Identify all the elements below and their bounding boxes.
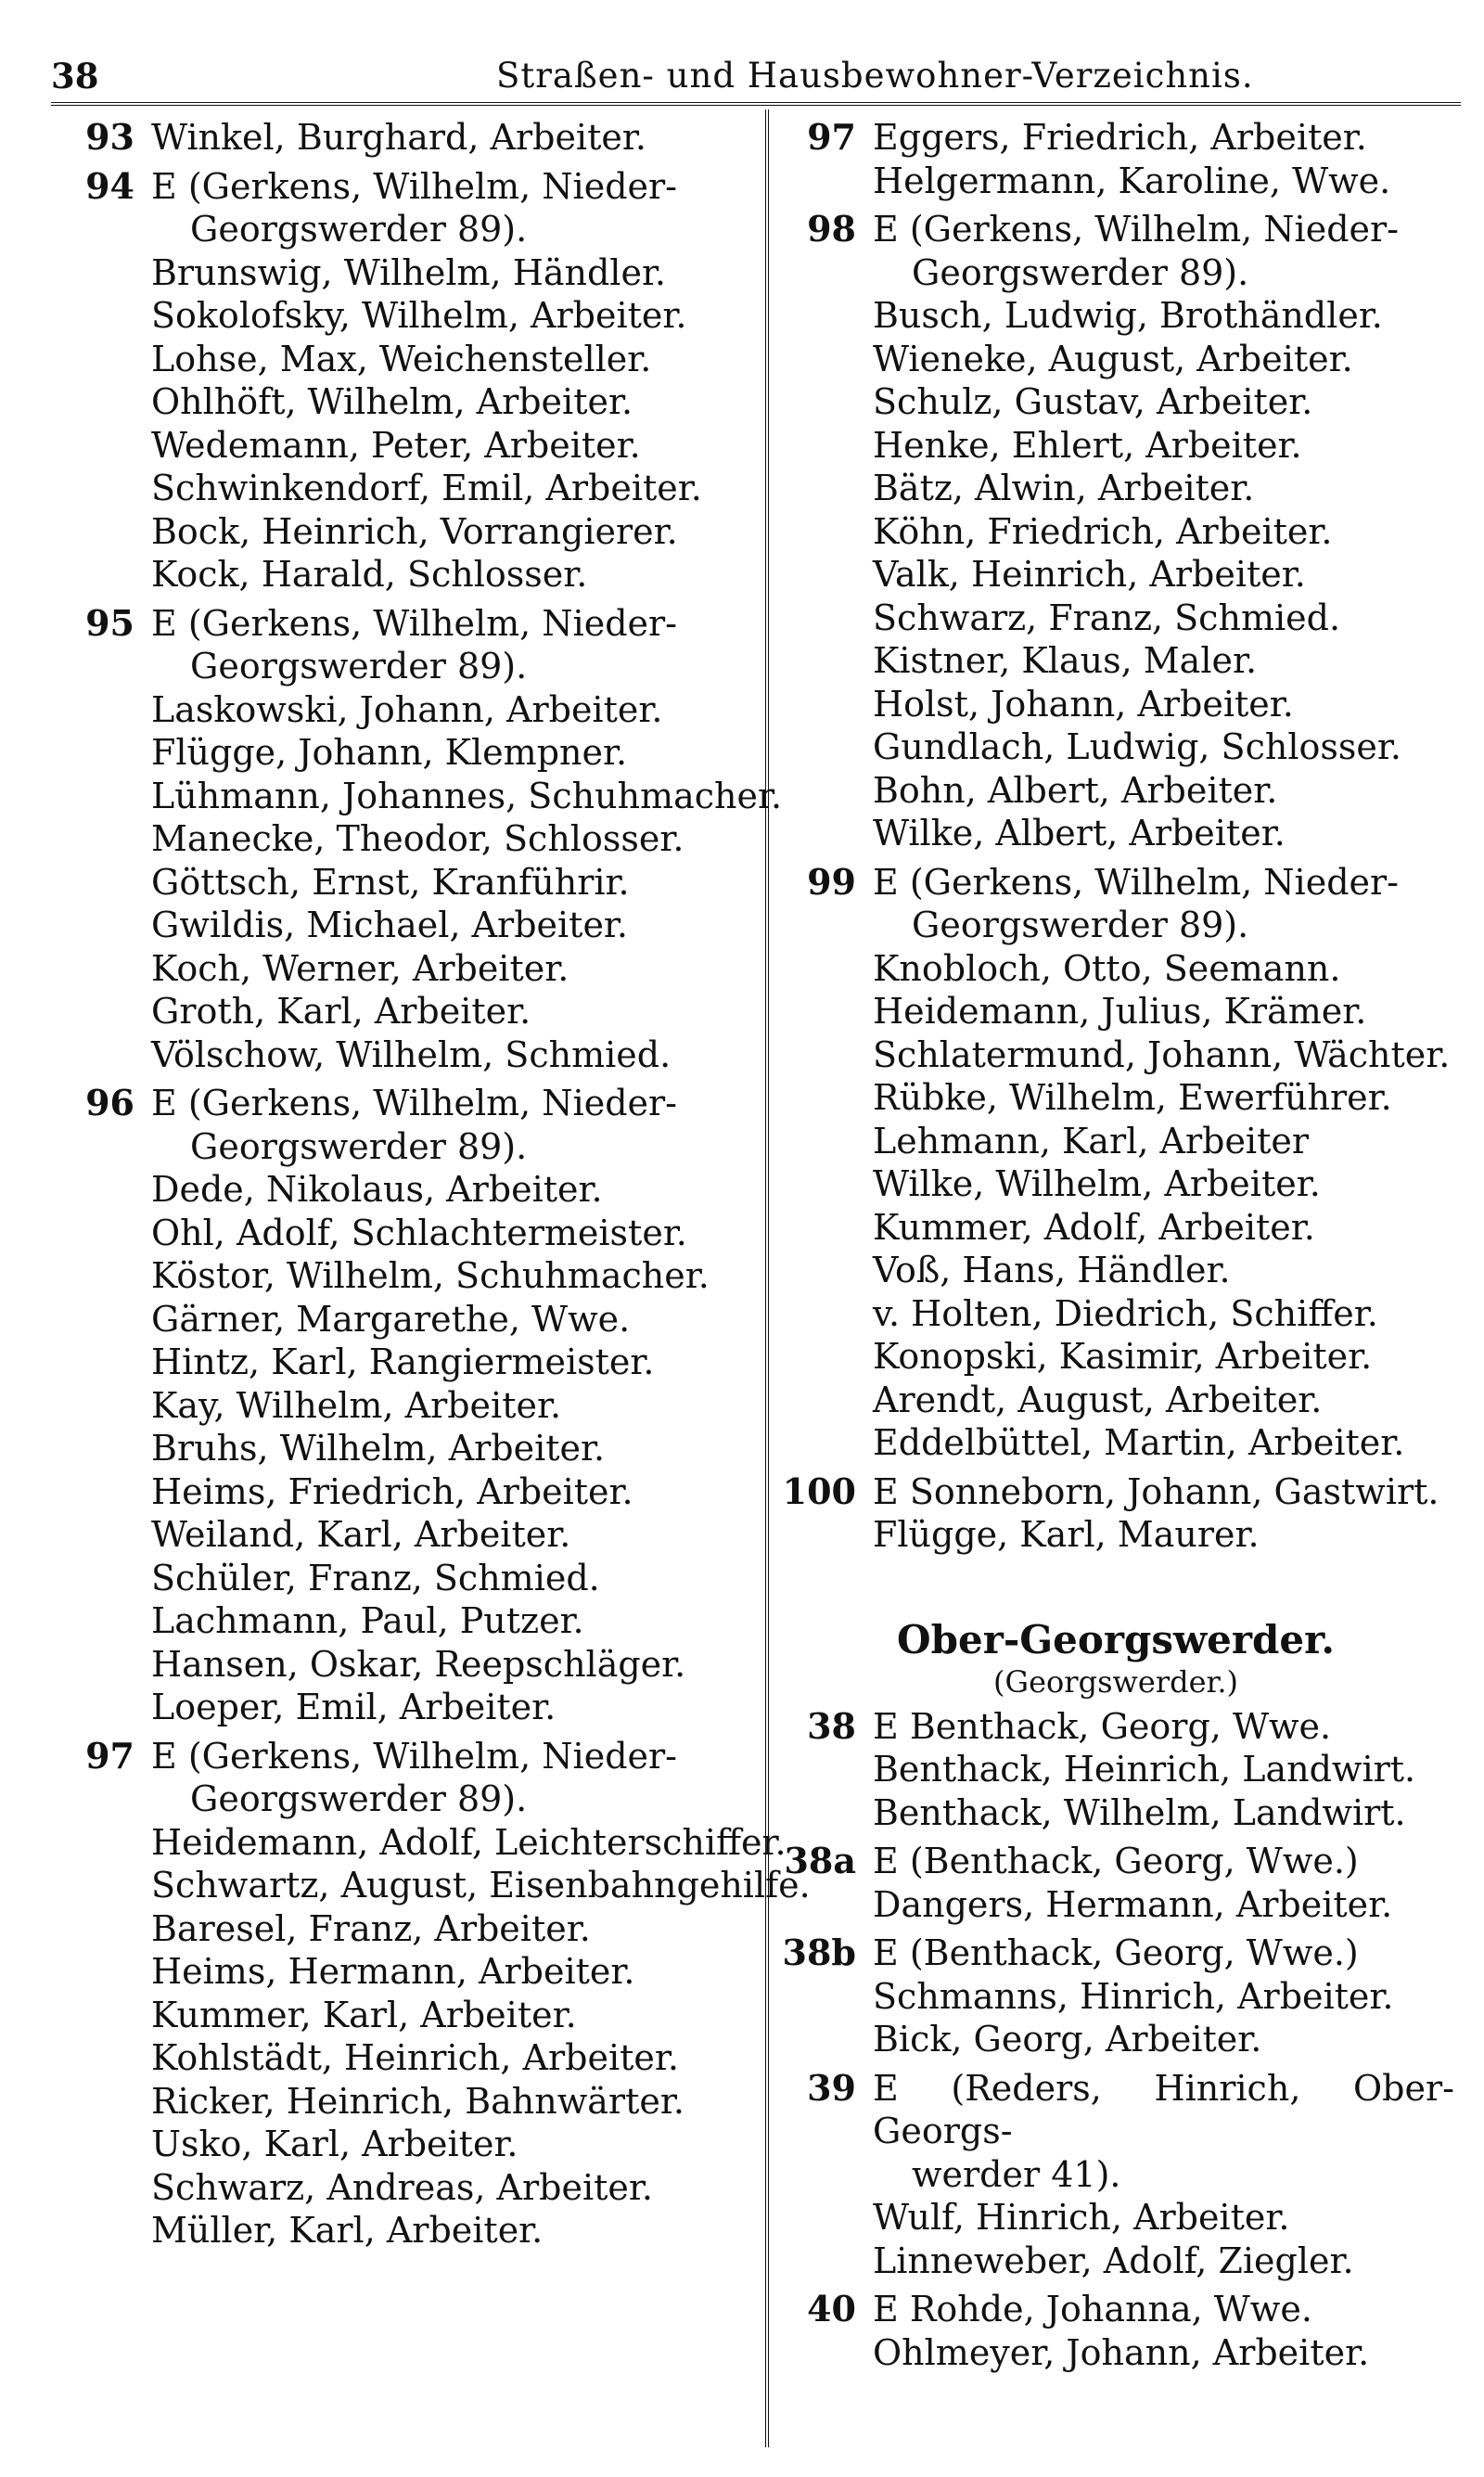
house-number: 96 [85, 1082, 134, 1123]
resident-entry: Linneweber, Adolf, Ziegler. [873, 2240, 1354, 2281]
resident-entry: Schmanns, Hinrich, Arbeiter. [873, 1975, 1394, 2017]
resident-entry: Knobloch, Otto, Seemann. [873, 947, 1341, 989]
resident-entry: Schulz, Gustav, Arbeiter. [873, 381, 1313, 422]
resident-entry: Holst, Johann, Arbeiter. [873, 683, 1294, 725]
resident-entry: Gwildis, Michael, Arbeiter. [151, 905, 629, 945]
house-owner: E (Gerkens, Wilhelm, Nieder- [873, 209, 1400, 250]
house-number: 38a [784, 1840, 856, 1881]
resident-entry: Köstor, Wilhelm, Schuhmacher. [151, 1255, 710, 1296]
resident-entry: Schwarz, Andreas, Arbeiter. [151, 2166, 653, 2208]
resident-entry: Ohl, Adolf, Schlachtermeister. [151, 1212, 687, 1253]
resident-entry: Kay, Wilhelm, Arbeiter. [151, 1384, 562, 1426]
house-line [777, 861, 1454, 905]
house-line [777, 2288, 1454, 2331]
house-number: 40 [807, 2288, 856, 2329]
resident-entry: Henke, Ehlert, Arbeiter. [873, 424, 1302, 466]
left-column [56, 116, 811, 2258]
resident-entry: Schwinkendorf, Emil, Arbeiter. [151, 468, 702, 508]
resident-entry: Ohlmeyer, Johann, Arbeiter. [873, 2331, 1370, 2373]
resident-entry: Bätz, Alwin, Arbeiter. [873, 468, 1255, 508]
house-entry [777, 208, 1454, 855]
house-entry [56, 116, 751, 160]
resident-entry: Konopski, Kasimir, Arbeiter. [873, 1336, 1373, 1377]
resident-entry: Wieneke, August, Arbeiter. [873, 338, 1353, 379]
resident-entry: Wilke, Wilhelm, Arbeiter. [873, 1163, 1321, 1204]
page-number: 38 [51, 56, 99, 96]
resident-entry: Bruhs, Wilhelm, Arbeiter. [151, 1428, 606, 1469]
resident-entry: Helgermann, Karoline, Wwe. [873, 160, 1391, 201]
house-owner: E (Gerkens, Wilhelm, Nieder- [151, 1735, 678, 1777]
house-entry [777, 1932, 1454, 2061]
house-entry [56, 1734, 811, 2252]
resident-entry: Gundlach, Ludwig, Schlosser. [873, 726, 1401, 767]
house-line [777, 1932, 1454, 1975]
house-entry [777, 1470, 1454, 1557]
resident-entry: Wilke, Albert, Arbeiter. [873, 813, 1286, 853]
house-entry [777, 2288, 1454, 2374]
house-line [777, 208, 1454, 251]
resident-entry: Laskowski, Johann, Arbeiter. [151, 688, 663, 730]
house-entry [56, 165, 751, 597]
resident-entry: Kohlstädt, Heinrich, Arbeiter. [151, 2037, 679, 2078]
owner-address: Georgswerder 89). [190, 209, 528, 250]
house-entry [777, 861, 1454, 1465]
resident-entry: Gärner, Margarethe, Wwe. [151, 1298, 631, 1340]
house-number: 39 [807, 2066, 856, 2109]
house-owner: E (Benthack, Georg, Wwe.) [873, 1932, 1359, 1973]
resident-entry: Bohn, Albert, Arbeiter. [873, 769, 1278, 811]
house-line [56, 602, 751, 646]
house-line [56, 1735, 751, 1778]
house-entry [777, 116, 1454, 202]
resident-entry: Kistner, Klaus, Maler. [873, 640, 1258, 681]
house-entry [777, 1705, 1454, 1835]
house-owner: E (Benthack, Georg, Wwe.) [873, 1841, 1359, 1881]
right-column [777, 116, 1454, 2380]
resident-entry: Schwarz, Franz, Schmied. [873, 597, 1341, 638]
resident-entry: Müller, Karl, Arbeiter. [151, 2210, 544, 2251]
house-number: 38b [782, 1932, 856, 1973]
house-number: 38 [807, 1704, 856, 1747]
resident-entry: Sokolofsky, Wilhelm, Arbeiter. [151, 295, 687, 336]
house-owner: E (Gerkens, Wilhelm, Nieder- [151, 1083, 678, 1123]
resident-entry: Ohlhöft, Wilhelm, Arbeiter. [151, 381, 633, 422]
section-entries [777, 1705, 1454, 2375]
column-divider [765, 109, 769, 2447]
resident-entry: Heidemann, Adolf, Leichterschiffer. [151, 1821, 787, 1863]
owner-address: Georgswerder 89). [912, 251, 1249, 293]
house-line [777, 116, 1454, 160]
right-column-entries [777, 116, 1454, 1557]
resident-entry: Schwartz, August, Eisenbahngehilfe. [151, 1865, 811, 1906]
resident-entry: Heims, Friedrich, Arbeiter. [151, 1470, 633, 1512]
owner-address: Georgswerder 89). [190, 1778, 528, 1819]
house-number: 97 [85, 1734, 134, 1777]
resident-entry: Wedemann, Peter, Arbeiter. [151, 424, 641, 466]
house-number: 97 [807, 116, 856, 158]
house-entry [777, 2067, 1454, 2283]
owner-address: Georgswerder 89). [190, 1125, 528, 1167]
resident-entry: Wulf, Hinrich, Arbeiter. [873, 2197, 1290, 2238]
resident-entry: Kummer, Adolf, Arbeiter. [873, 1206, 1315, 1248]
resident-entry: Busch, Ludwig, Brothändler. [873, 295, 1383, 336]
house-line [56, 116, 751, 160]
resident-entry: Heidemann, Julius, Krämer. [873, 991, 1367, 1032]
resident-entry: Bick, Georg, Arbeiter. [873, 2019, 1262, 2060]
house-number: 100 [782, 1470, 856, 1512]
resident-entry: Dangers, Hermann, Arbeiter. [873, 1883, 1393, 1925]
house-owner: E (Reders, Hinrich, Ober-Georgs- [873, 2067, 1454, 2151]
resident-entry: Voß, Hans, Händler. [873, 1250, 1231, 1290]
resident-entry: v. Holten, Diedrich, Schiffer. [873, 1292, 1378, 1334]
resident-entry: Schüler, Franz, Schmied. [151, 1557, 600, 1598]
resident-entry: Valk, Heinrich, Arbeiter. [873, 554, 1306, 595]
house-entry [777, 1840, 1454, 1926]
resident-entry: Usko, Karl, Arbeiter. [151, 2124, 518, 2164]
house-number: 95 [85, 601, 134, 644]
house-owner: E (Gerkens, Wilhelm, Nieder- [151, 165, 678, 207]
house-owner: E Benthack, Georg, Wwe. [873, 1705, 1332, 1747]
resident-entry: Lohse, Max, Weichensteller. [151, 338, 652, 379]
resident-entry: Baresel, Franz, Arbeiter. [151, 1907, 591, 1949]
resident-entry: Ricker, Heinrich, Bahnwärter. [151, 2080, 684, 2122]
house-number: 98 [807, 208, 856, 250]
house-owner: Winkel, Burghard, Arbeiter. [151, 117, 646, 158]
resident-entry: Bock, Heinrich, Vorrangierer. [151, 510, 678, 552]
resident-entry: Groth, Karl, Arbeiter. [151, 991, 531, 1032]
resident-entry: Manecke, Theodor, Schlosser. [151, 818, 684, 859]
owner-address: Georgswerder 89). [190, 646, 528, 687]
house-line [777, 2067, 1454, 2153]
resident-entry: Lühmann, Johannes, Schuhmacher. [151, 775, 783, 816]
resident-entry: Arendt, August, Arbeiter. [873, 1379, 1323, 1420]
resident-entry: Flügge, Johann, Klempner. [151, 732, 628, 773]
resident-entry: Kock, Harald, Schlosser. [151, 554, 588, 595]
house-entry [56, 1082, 751, 1729]
resident-entry: Hintz, Karl, Rangiermeister. [151, 1341, 655, 1382]
header-rule [51, 102, 1461, 106]
resident-entry: Benthack, Heinrich, Landwirt. [873, 1749, 1416, 1790]
house-number: 94 [85, 164, 134, 207]
owner-address: Georgswerder 89). [912, 905, 1249, 945]
resident-entry: Schlatermund, Johann, Wächter. [873, 1033, 1451, 1075]
resident-entry: Benthack, Wilhelm, Landwirt. [873, 1791, 1406, 1833]
resident-entry: Rübke, Wilhelm, Ewerführer. [873, 1077, 1392, 1118]
running-title: Straßen- und Hausbewohner-Verzeichnis. [496, 56, 1254, 96]
resident-entry: Heims, Hermann, Arbeiter. [151, 1951, 635, 1992]
house-line [777, 1840, 1454, 1883]
owner-address: werder 41). [912, 2153, 1121, 2195]
house-owner: E (Gerkens, Wilhelm, Nieder- [873, 861, 1400, 903]
resident-entry: Köhn, Friedrich, Arbeiter. [873, 510, 1333, 552]
house-owner: E Sonneborn, Johann, Gastwirt. [873, 1470, 1439, 1512]
house-owner: E (Gerkens, Wilhelm, Nieder- [151, 602, 678, 644]
house-line [777, 1470, 1454, 1514]
resident-entry: Loeper, Emil, Arbeiter. [151, 1687, 556, 1727]
house-owner: E Rohde, Johanna, Wwe. [873, 2289, 1312, 2329]
house-line [777, 1705, 1454, 1749]
resident-entry: Göttsch, Ernst, Kranführir. [151, 861, 630, 903]
resident-entry: Völschow, Wilhelm, Schmied. [151, 1033, 672, 1075]
resident-entry: Dede, Nikolaus, Arbeiter. [151, 1169, 603, 1210]
resident-entry: Brunswig, Wilhelm, Händler. [151, 251, 667, 293]
house-number: 99 [807, 860, 856, 903]
resident-entry: Kummer, Karl, Arbeiter. [151, 1994, 577, 2035]
house-number: 93 [85, 116, 134, 158]
resident-entry: Eddelbüttel, Martin, Arbeiter. [873, 1422, 1405, 1463]
resident-entry: Lachmann, Paul, Putzer. [151, 1600, 584, 1641]
house-owner: Eggers, Friedrich, Arbeiter. [873, 117, 1367, 158]
resident-entry: Hansen, Oskar, Reepschläger. [151, 1643, 686, 1685]
resident-entry: Weiland, Karl, Arbeiter. [151, 1514, 571, 1555]
house-entry [56, 601, 783, 1077]
resident-entry: Flügge, Karl, Maurer. [873, 1514, 1260, 1555]
house-line [56, 165, 751, 209]
house-line [56, 1082, 751, 1125]
section-title: Ober-Georgswerder. [897, 1616, 1335, 1662]
resident-entry: Koch, Werner, Arbeiter. [151, 947, 569, 989]
resident-entry: Lehmann, Karl, Arbeiter [873, 1120, 1310, 1161]
page-header [51, 48, 1447, 104]
section-subtitle: (Georgswerder.) [993, 1663, 1238, 1700]
